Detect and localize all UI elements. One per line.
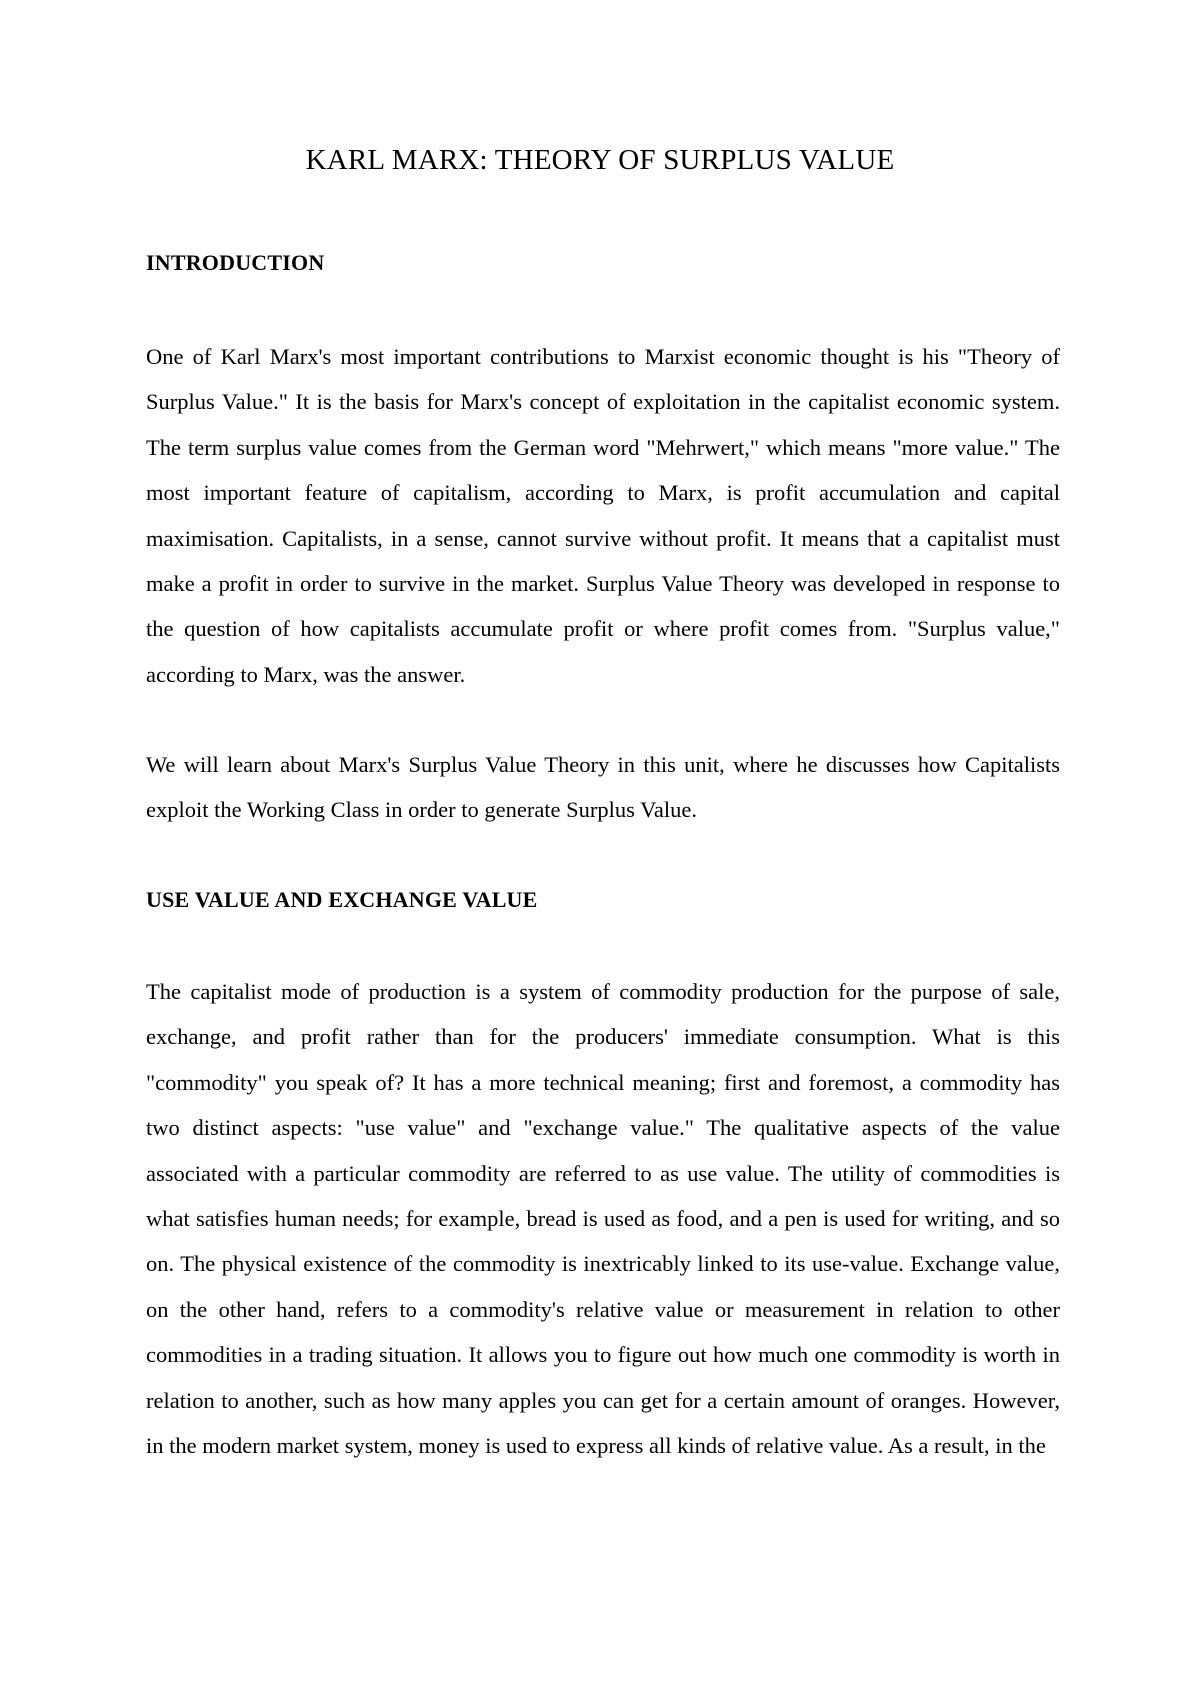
paragraph-use-value-1: The capitalist mode of production is a system of commodity production for the purpose of sale, exchange, and profit rather than for the producers' immediate consumption. What is this "commodity" you speak of? It has a more technical meaning; first and foremost, a commodity has two distinct aspects: "use value" and "exchange value." The qualitative aspects of the value associated with a particular commodity are referred to as use value. The utility of commodities is what satisfies human needs; for example, bread is used as food, and a pen is used for writing, and so on. The physical existence of the commodity is inextricably linked to its use-value. Exchange value, on the other hand, refers to a commodity's relative value or measurement in relation to other commodities in a trading situation. It allows you to figure out how much one commodity is worth in relation to another, such as how many apples you can get for a certain amount of oranges. However, in the modern market system, money is used to express all kinds of relative value. As a result, in the — [146, 979, 1060, 1459]
page-title: KARL MARX: THEORY OF SURPLUS VALUE — [305, 144, 895, 176]
paragraph-introduction-1: One of Karl Marx's most important contributions to Marxist economic thought is his "Theory of Surplus Value." It is the basis for Marx's concept of exploitation in the capitalist economic system. The term surplus value comes from the German word "Mehrwert," which means "more value." The most important feature of capitalism, according to Marx, is profit accumulation and capital maximisation. Capitalists, in a sense, cannot survive without profit. It means that a capitalist must make a profit in order to survive in the market. Surplus Value Theory was developed in response to the question of how capitalists accumulate profit or where profit comes from. "Surplus value," according to Marx, was the answer. — [146, 344, 1060, 687]
paragraph-introduction-2: We will learn about Marx's Surplus Value Theory in this unit, where he discusses how Capitalists exploit the Working Class in order to generate Surplus Value. — [146, 752, 1060, 823]
section-heading-use-value: USE VALUE AND EXCHANGE VALUE — [146, 887, 538, 912]
section-heading-introduction: INTRODUCTION — [146, 250, 325, 275]
